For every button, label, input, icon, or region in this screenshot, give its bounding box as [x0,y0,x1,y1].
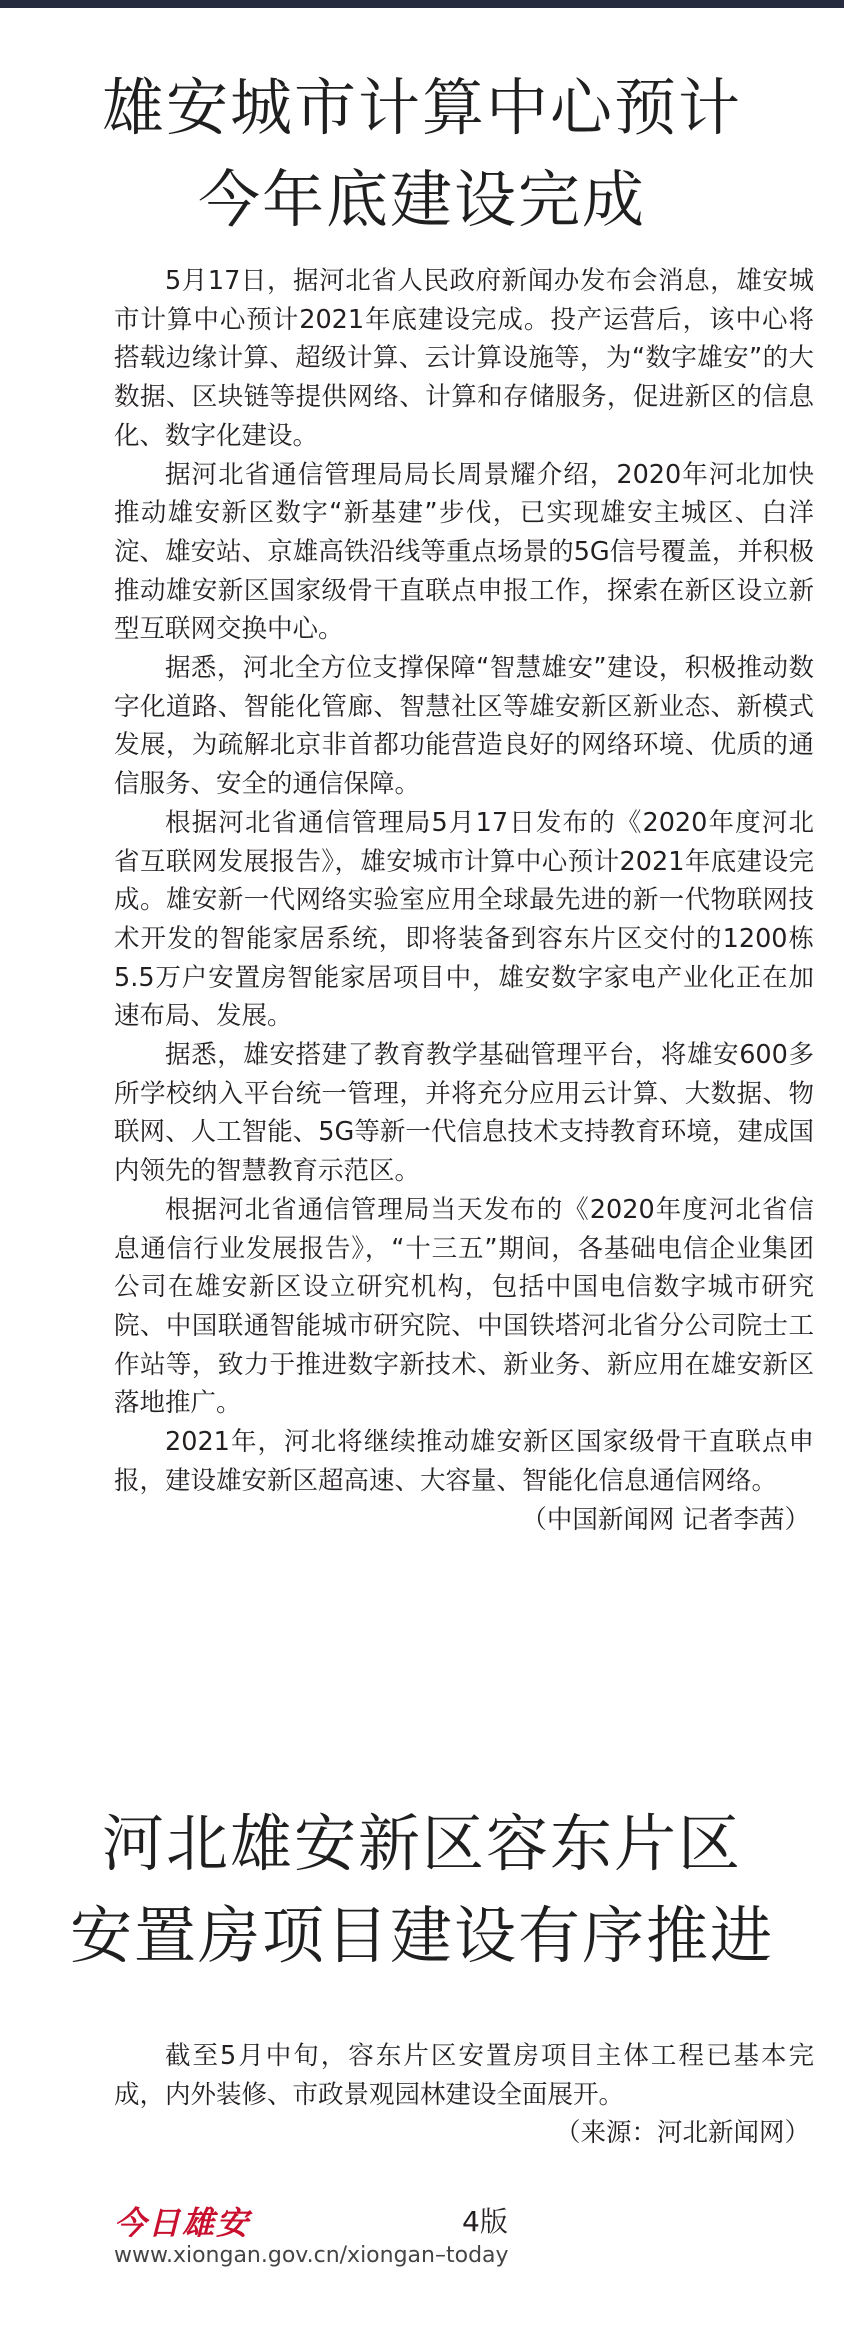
article1-last-paragraph-text: 2021年，河北将继续推动雄安新区国家级骨干直联点申报，建设雄安新区超高速、大容量、智能化信息通信网络。 [114,1427,814,1496]
article1-paragraph: 根据河北省通信管理局5月17日发布的《2020年度河北省互联网发展报告》，雄安城市计算中心预计2021年底建设完成。雄安新一代网络实验室应用全球最先进的新一代物联网技术开发的智能家居系统，即将装备到容东片区交付的1200栋5.5万户安置房智能家居项目中，雄安数字家电产业化正在加速布局、发展。 [114,807,814,1032]
newspaper-logo: 今日雄安 [114,2204,251,2242]
article1-paragraph: 根据河北省通信管理局当天发布的《2020年度河北省信息通信行业发展报告》，“十三五”期间，各基础电信企业集团公司在雄安新区设立研究机构，包括中国电信数字城市研究院、中国联通智能城市研究院、中国铁塔河北省分公司院士工作站等，致力于推进数字新技术、新业务、新应用在雄安新区落地推广。 [114,1194,814,1419]
article1-source-credit: （中国新闻网 记者李茜） [521,1504,810,1535]
article1-paragraph: 据河北省通信管理局局长周景耀介绍，2020年河北加快推动雄安新区数字“新基建”步伐，已实现雄安主城区、白洋淀、雄安站、京雄高铁沿线等重点场景的5G信号覆盖，并积极推动雄安新区国家级骨干直联点申报工作，探索在新区设立新型互联网交换中心。 [114,459,814,645]
page-number: 4版 [462,2205,508,2238]
website-url: www.xiongan.gov.cn/xiongan–today [114,2243,509,2268]
top-banner-bar [0,0,844,8]
article1-paragraph: 5月17日，据河北省人民政府新闻办发布会消息，雄安城市计算中心预计2021年底建设完成。投产运营后，该中心将搭载边缘计算、超级计算、云计算设施等，为“数字雄安”的大数据、区块链等提供网络、计算和存储服务，促进新区的信息化、数字化建设。 [114,266,814,451]
article1-body [114,262,814,1539]
article1-paragraph: 据悉，雄安搭建了教育教学基础管理平台，将雄安600多所学校纳入平台统一管理，并将充分应用云计算、大数据、物联网、人工智能、5G等新一代信息技术支持教育环境，建成国内领先的智慧教育示范区。 [114,1040,814,1187]
article1-headline-line1: 雄安城市计算中心预计 [101,71,742,144]
article1-headline [40,62,804,246]
article2-source-credit: （来源：河北新闻网） [554,2118,810,2149]
article2-body [114,2037,814,2153]
article1-headline-line2: 今年底建设完成 [197,163,646,236]
article2-headline [40,1798,804,1982]
article1-paragraph: 据悉，河北全方位支撑保障“智慧雄安”建设，积极推动数字化道路、智能化管廊、智慧社区等雄安新区新业态、新模式发展，为疏解北京非首都功能营造良好的网络环境、优质的通信服务、安全的通信保障。 [114,653,814,800]
article2-paragraph: 截至5月中旬，容东片区安置房项目主体工程已基本完成，内外装修、市政景观园林建设全面展开。 [114,2041,814,2110]
article2-headline-line1: 河北雄安新区容东片区 [101,1807,742,1880]
article2-headline-line2: 安置房项目建设有序推进 [69,1899,774,1972]
article1-last-paragraph [114,1423,814,1535]
